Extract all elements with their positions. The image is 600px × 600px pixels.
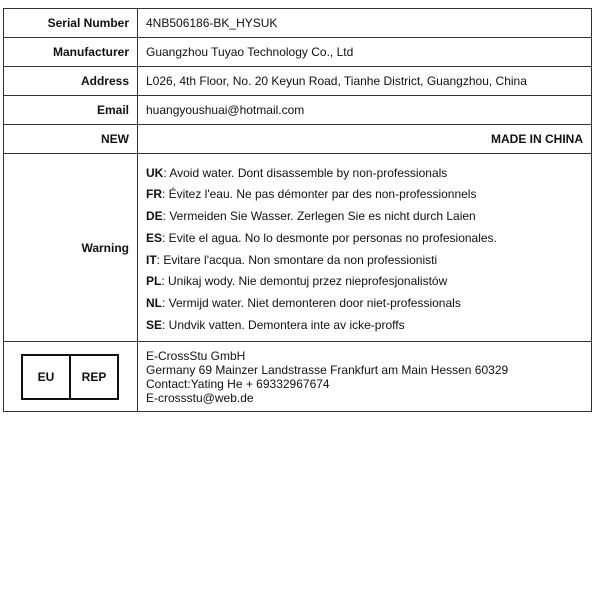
warning-text: : Évitez l'eau. Ne pas démonter par des non-professionnels <box>162 187 477 202</box>
eu-rep-company: E-CrossStu GmbH <box>146 349 246 363</box>
warning-line-it <box>146 250 583 272</box>
warning-text: : Unikaj wody. Nie demontuj przez nieprofesjonalistów <box>161 274 448 289</box>
warning-code: DE <box>146 209 163 224</box>
made-in-china-label: MADE IN CHINA <box>138 125 592 154</box>
warning-list <box>146 159 583 337</box>
warning-code: ES <box>146 230 163 245</box>
eu-rep-row <box>4 342 592 412</box>
warning-row <box>4 154 592 342</box>
warning-line-uk <box>146 163 583 185</box>
warning-label: Warning <box>4 154 138 342</box>
product-label-table <box>3 8 592 412</box>
manufacturer-row <box>4 38 592 67</box>
eu-rep-symbol <box>21 354 119 400</box>
eu-rep-contact: Contact:Yating He + 69332967674 <box>146 377 330 391</box>
condition-row <box>4 125 592 154</box>
warning-line-pl <box>146 271 583 293</box>
warning-code: PL <box>146 274 162 289</box>
serial-number-row <box>4 9 592 38</box>
eu-rep-symbol-cell <box>4 342 138 412</box>
warning-code: NL <box>146 295 162 310</box>
address-row <box>4 67 592 96</box>
warning-code: SE <box>146 317 163 332</box>
warning-code: UK <box>146 165 164 180</box>
address-value: L026, 4th Floor, No. 20 Keyun Road, Tianhe District, Guangzhou, China <box>138 67 592 96</box>
warning-code: FR <box>146 187 162 202</box>
serial-number-value: 4NB506186-BK_HYSUK <box>138 9 592 38</box>
warning-text: : Avoid water. Dont disassemble by non-professionals <box>163 165 448 180</box>
address-label: Address <box>4 67 138 96</box>
warning-line-es <box>146 228 583 250</box>
warning-line-de <box>146 206 583 228</box>
warning-text: : Evitare l'acqua. Non smontare da non professionisti <box>156 252 438 267</box>
rep-symbol-label: REP <box>81 369 107 384</box>
warning-text: : Undvik vatten. Demontera inte av icke-proffs <box>162 317 405 332</box>
warning-cell <box>138 154 592 342</box>
eu-rep-address-block <box>146 348 583 405</box>
new-label: NEW <box>4 125 138 154</box>
manufacturer-value: Guangzhou Tuyao Technology Co., Ltd <box>138 38 592 67</box>
eu-symbol-label: EU <box>23 356 71 398</box>
eu-rep-address: Germany 69 Mainzer Landstrasse Frankfurt am Main Hessen 60329 <box>146 363 509 377</box>
warning-code: IT <box>146 252 157 267</box>
eu-rep-email: E-crossstu@web.de <box>146 391 254 405</box>
email-value: huangyoushuai@hotmail.com <box>138 96 592 125</box>
manufacturer-label: Manufacturer <box>4 38 138 67</box>
warning-text: : Evite el agua. No lo desmonte por personas no profesionales. <box>162 230 497 245</box>
eu-rep-details <box>138 342 592 412</box>
warning-text: : Vermijd water. Niet demonteren door niet-professionals <box>162 295 461 310</box>
email-row <box>4 96 592 125</box>
warning-line-se <box>146 315 583 337</box>
warning-line-nl <box>146 293 583 315</box>
serial-number-label: Serial Number <box>4 9 138 38</box>
email-label: Email <box>4 96 138 125</box>
warning-text: : Vermeiden Sie Wasser. Zerlegen Sie es nicht durch Laien <box>162 209 476 224</box>
warning-line-fr <box>146 184 583 206</box>
